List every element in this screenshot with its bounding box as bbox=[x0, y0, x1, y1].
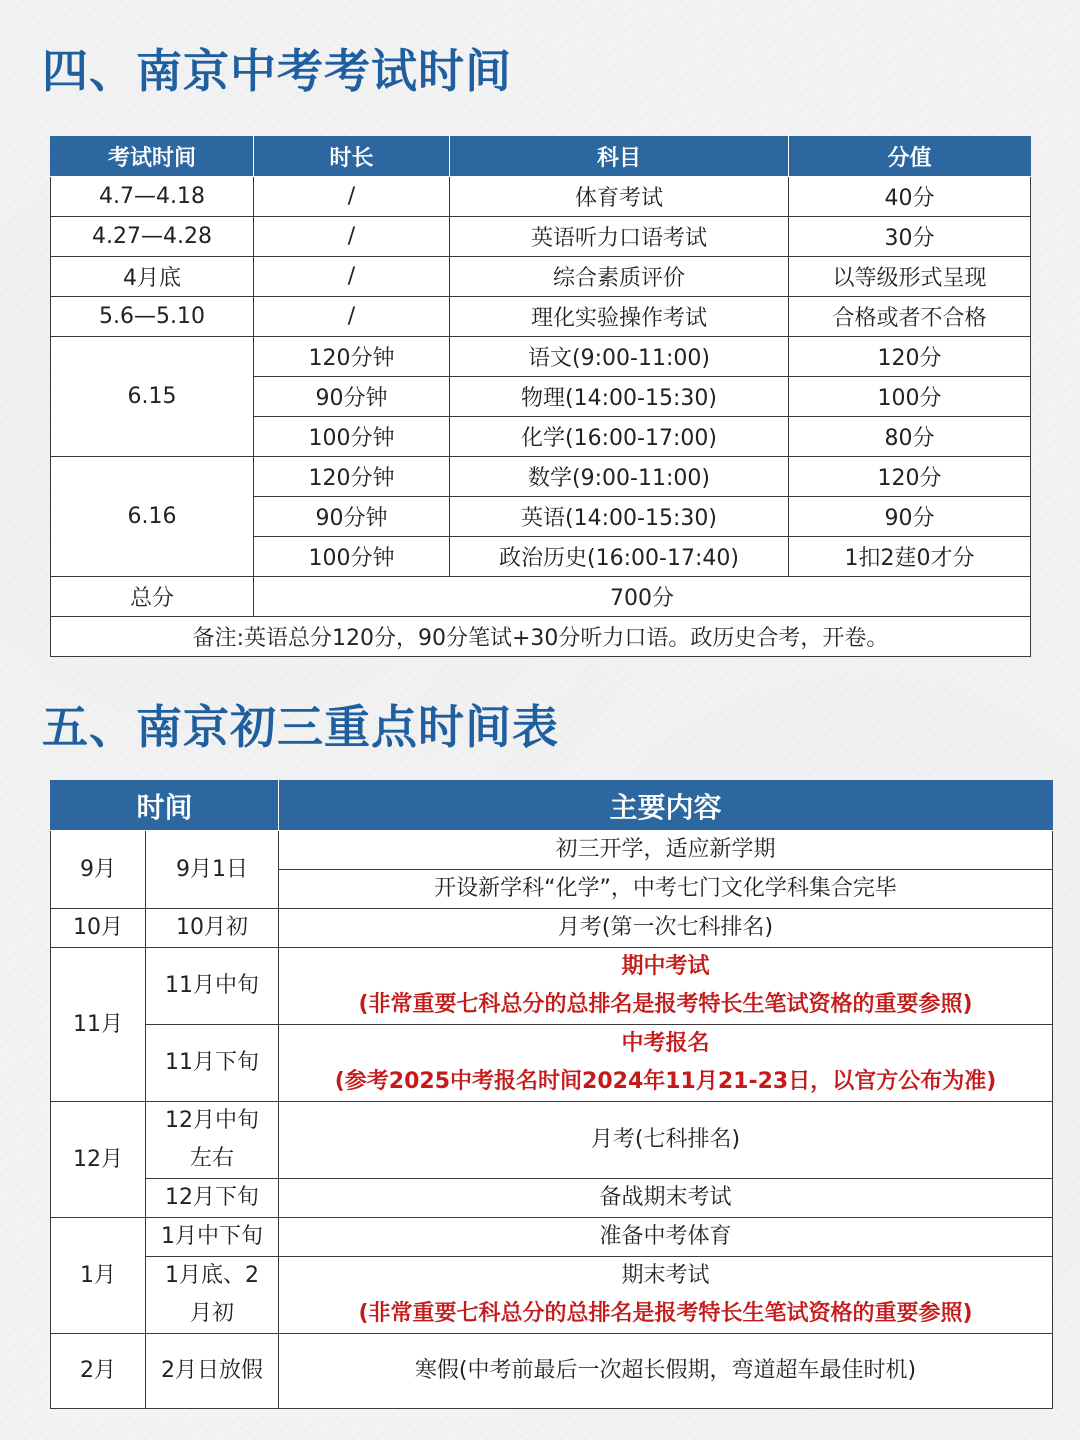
date-cell bbox=[146, 1102, 279, 1179]
exam-score: 30分 bbox=[789, 217, 1031, 257]
date-cell bbox=[146, 1257, 279, 1334]
exam-subject: 英语(14:00-15:30) bbox=[450, 497, 789, 537]
exam-date: 6.15 bbox=[51, 337, 254, 457]
date-line: 12月中旬 bbox=[165, 1108, 259, 1133]
header-subject: 科目 bbox=[450, 137, 789, 177]
exam-subject: 化学(16:00-17:00) bbox=[450, 417, 789, 457]
exam-subject: 数学(9:00-11:00) bbox=[450, 457, 789, 497]
table-row bbox=[51, 1179, 1053, 1218]
key-timeline-table bbox=[50, 780, 1053, 1409]
exam-duration: 90分钟 bbox=[254, 497, 450, 537]
section4-title: 四、南京中考考试时间 bbox=[42, 44, 512, 98]
table-row bbox=[51, 1334, 1053, 1409]
content-title: 期末考试 bbox=[621, 1263, 710, 1288]
table-row bbox=[51, 177, 1031, 217]
table-row bbox=[51, 217, 1031, 257]
header-exam-time: 考试时间 bbox=[51, 137, 254, 177]
table-row bbox=[51, 831, 1053, 870]
content-cell: 初三开学，适应新学期 bbox=[279, 831, 1053, 870]
exam-date: 6.16 bbox=[51, 457, 254, 577]
content-cell bbox=[279, 1025, 1053, 1102]
exam-subject: 综合素质评价 bbox=[450, 257, 789, 297]
exam-duration: 90分钟 bbox=[254, 377, 450, 417]
exam-score: 100分 bbox=[789, 377, 1031, 417]
exam-duration: / bbox=[254, 177, 450, 217]
exam-score: 90分 bbox=[789, 497, 1031, 537]
header-time: 时间 bbox=[51, 781, 279, 831]
exam-date: 5.6—5.10 bbox=[51, 297, 254, 337]
content-cell: 寒假(中考前最后一次超长假期，弯道超车最佳时机) bbox=[279, 1334, 1053, 1409]
month-cell: 12月 bbox=[51, 1102, 146, 1218]
exam-score: 40分 bbox=[789, 177, 1031, 217]
exam-subject: 政治历史(16:00-17:40) bbox=[450, 537, 789, 577]
highlight-title: 中考报名 bbox=[621, 1031, 710, 1056]
exam-subject: 物理(14:00-15:30) bbox=[450, 377, 789, 417]
date-cell: 10月初 bbox=[146, 909, 279, 948]
exam-score: 合格或者不合格 bbox=[789, 297, 1031, 337]
date-line: 1月底、2 bbox=[165, 1263, 259, 1288]
exam-duration: 120分钟 bbox=[254, 337, 450, 377]
content-cell: 月考(第一次七科排名) bbox=[279, 909, 1053, 948]
month-cell: 1月 bbox=[51, 1218, 146, 1334]
date-cell: 2月日放假 bbox=[146, 1334, 279, 1409]
content-cell: 备战期末考试 bbox=[279, 1179, 1053, 1218]
exam-date: 4.7—4.18 bbox=[51, 177, 254, 217]
exam-subject: 英语听力口语考试 bbox=[450, 217, 789, 257]
date-cell: 11月下旬 bbox=[146, 1025, 279, 1102]
table-row bbox=[51, 1102, 1053, 1179]
month-cell: 9月 bbox=[51, 831, 146, 909]
table-row bbox=[51, 1218, 1053, 1257]
content-cell bbox=[279, 948, 1053, 1025]
highlight-detail: (非常重要七科总分的总排名是报考特长生笔试资格的重要参照) bbox=[358, 1301, 973, 1326]
table-row bbox=[51, 948, 1053, 1025]
content-cell: 准备中考体育 bbox=[279, 1218, 1053, 1257]
date-cell: 9月1日 bbox=[146, 831, 279, 909]
table-row bbox=[51, 457, 1031, 497]
month-cell: 2月 bbox=[51, 1334, 146, 1409]
table-row bbox=[51, 297, 1031, 337]
total-label: 总分 bbox=[51, 577, 254, 617]
date-line: 月初 bbox=[190, 1301, 235, 1326]
highlight-title: 期中考试 bbox=[621, 954, 710, 979]
section5-title: 五、南京初三重点时间表 bbox=[42, 700, 559, 754]
note-row bbox=[51, 617, 1031, 657]
exam-subject: 理化实验操作考试 bbox=[450, 297, 789, 337]
date-line: 左右 bbox=[190, 1146, 235, 1171]
timeline-table-header bbox=[51, 781, 1053, 831]
exam-score: 120分 bbox=[789, 457, 1031, 497]
exam-duration: 120分钟 bbox=[254, 457, 450, 497]
exam-duration: / bbox=[254, 297, 450, 337]
exam-date: 4月底 bbox=[51, 257, 254, 297]
exam-table-header bbox=[51, 137, 1031, 177]
total-row bbox=[51, 577, 1031, 617]
date-cell: 12月下旬 bbox=[146, 1179, 279, 1218]
table-row bbox=[51, 257, 1031, 297]
month-cell: 10月 bbox=[51, 909, 146, 948]
exam-subject: 语文(9:00-11:00) bbox=[450, 337, 789, 377]
table-row bbox=[51, 909, 1053, 948]
exam-score: 以等级形式呈现 bbox=[789, 257, 1031, 297]
exam-score: 80分 bbox=[789, 417, 1031, 457]
content-cell bbox=[279, 1257, 1053, 1334]
header-score: 分值 bbox=[789, 137, 1031, 177]
exam-score: 1扣2莛0才分 bbox=[789, 537, 1031, 577]
exam-date: 4.27—4.28 bbox=[51, 217, 254, 257]
table-row bbox=[51, 337, 1031, 377]
table-row bbox=[51, 1257, 1053, 1334]
table-row bbox=[51, 1025, 1053, 1102]
header-main-content: 主要内容 bbox=[279, 781, 1053, 831]
highlight-detail: (参考2025中考报名时间2024年11月21-23日，以官方公布为准) bbox=[334, 1069, 997, 1094]
month-cell: 11月 bbox=[51, 948, 146, 1102]
exam-duration: 100分钟 bbox=[254, 537, 450, 577]
exam-score: 120分 bbox=[789, 337, 1031, 377]
content-cell: 月考(七科排名) bbox=[279, 1102, 1053, 1179]
highlight-detail: (非常重要七科总分的总排名是报考特长生笔试资格的重要参照) bbox=[358, 992, 973, 1017]
date-cell: 1月中下旬 bbox=[146, 1218, 279, 1257]
content-cell: 开设新学科“化学”，中考七门文化学科集合完毕 bbox=[279, 870, 1053, 909]
exam-schedule-table bbox=[50, 136, 1031, 657]
exam-duration: 100分钟 bbox=[254, 417, 450, 457]
header-duration: 时长 bbox=[254, 137, 450, 177]
note-text: 备注:英语总分120分，90分笔试+30分听力口语。政历史合考，开卷。 bbox=[51, 617, 1031, 657]
total-value: 700分 bbox=[254, 577, 1031, 617]
exam-duration: / bbox=[254, 257, 450, 297]
exam-duration: / bbox=[254, 217, 450, 257]
date-cell: 11月中旬 bbox=[146, 948, 279, 1025]
exam-subject: 体育考试 bbox=[450, 177, 789, 217]
